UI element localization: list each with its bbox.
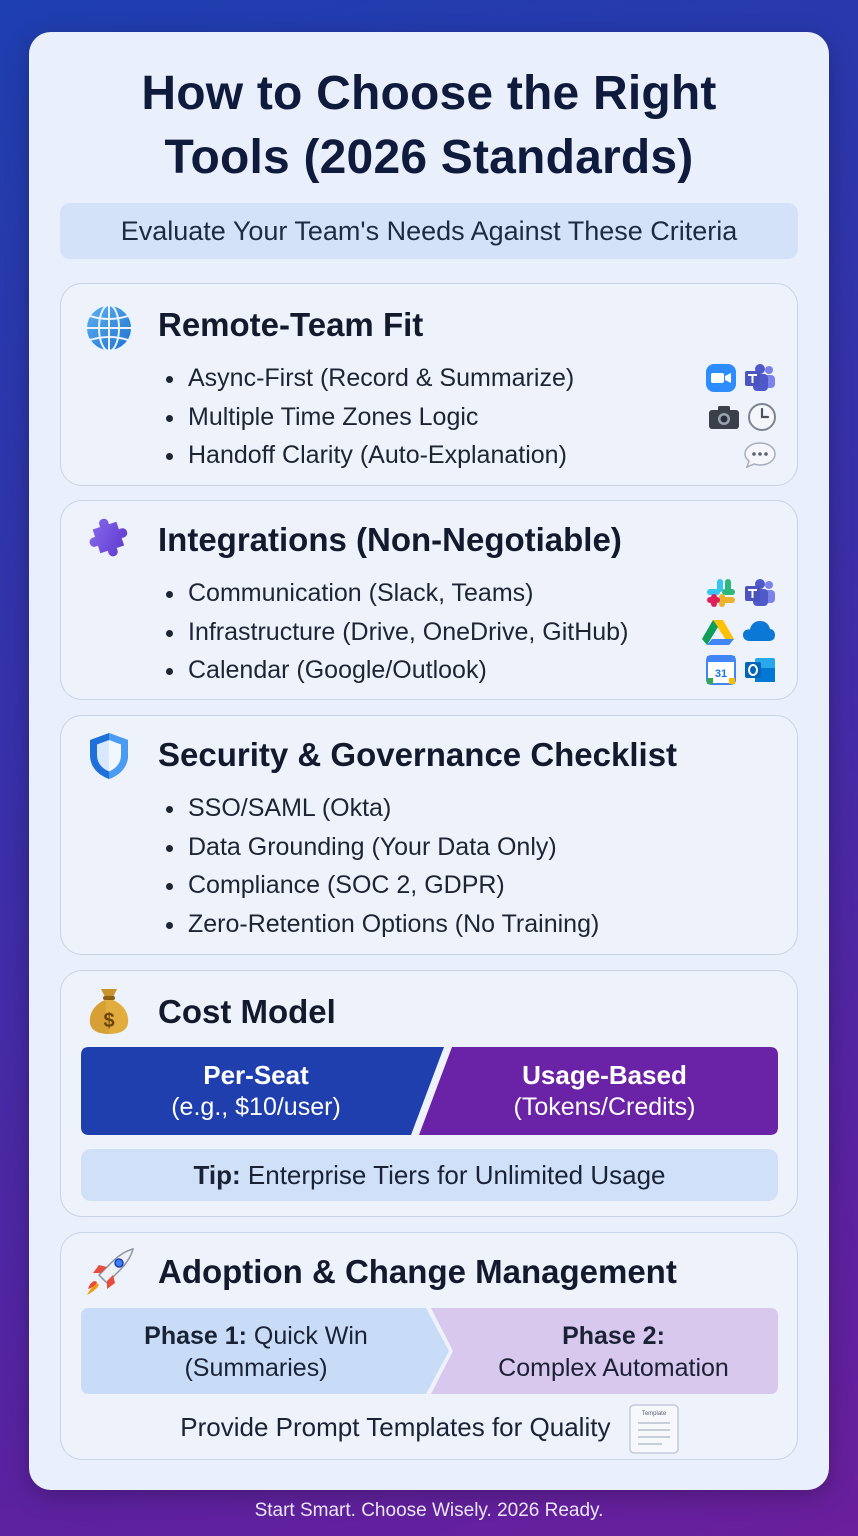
google-drive-icon: [701, 617, 735, 647]
section-cost-model: [60, 970, 798, 1217]
list-item: Infrastructure (Drive, OneDrive, GitHub): [166, 613, 628, 652]
phase2-label: Phase 2:: [562, 1322, 665, 1350]
chat-bubble-icon: [743, 440, 777, 470]
footer-tagline: Start Smart. Choose Wisely. 2026 Ready.: [254, 1500, 604, 1521]
section-title: Remote-Team Fit: [158, 306, 424, 343]
list-item: Compliance (SOC 2, GDPR): [166, 866, 599, 905]
tip-banner: [81, 1149, 778, 1201]
section-remote-team-fit: [60, 283, 798, 486]
rocket-icon: [83, 1245, 135, 1297]
phase1-subtitle: (Summaries): [184, 1354, 328, 1382]
slack-icon: [705, 577, 737, 609]
list-item: Data Grounding (Your Data Only): [166, 828, 599, 867]
adoption-phases: [81, 1308, 778, 1394]
money-bag-icon: [83, 985, 135, 1037]
phase1-label: Phase 1:: [144, 1322, 247, 1350]
clock-icon: [747, 402, 777, 432]
per-seat-option: [81, 1047, 431, 1135]
list-item: SSO/SAML (Okta): [166, 789, 599, 828]
list-item: Multiple Time Zones Logic: [166, 398, 574, 437]
cost-model-comparison: [81, 1047, 778, 1135]
bullet-list: [166, 789, 599, 943]
phase-2: [449, 1308, 778, 1394]
section-title: Integrations (Non-Negotiable): [158, 521, 622, 558]
bullet-list: [166, 574, 628, 690]
list-item: Communication (Slack, Teams): [166, 574, 628, 613]
puzzle-piece-icon: [83, 515, 135, 567]
zoom-icon: [705, 363, 737, 393]
subtitle-banner: Evaluate Your Team's Needs Against These Criteria: [60, 203, 798, 259]
page-title: How to Choose the Right Tools (2026 Standards): [141, 67, 717, 184]
tip-text: Enterprise Tiers for Unlimited Usage: [240, 1160, 666, 1190]
usage-based-option: [431, 1047, 778, 1135]
section-integrations: [60, 500, 798, 700]
templates-note: [61, 1403, 799, 1455]
app-icons: [705, 359, 777, 475]
camera-icon: [707, 403, 741, 431]
app-icons: [701, 574, 777, 690]
google-calendar-icon: [705, 654, 737, 686]
list-item: Async-First (Record & Summarize): [166, 359, 574, 398]
usage-based-title: Usage-Based: [522, 1060, 687, 1090]
shield-icon: [83, 730, 135, 782]
onedrive-icon: [741, 619, 777, 645]
list-item: Handoff Clarity (Auto-Explanation): [166, 436, 574, 475]
section-title: Adoption & Change Management: [158, 1253, 677, 1290]
template-document-icon: [628, 1403, 680, 1455]
teams-icon: [743, 363, 777, 393]
globe-icon: [83, 302, 135, 354]
usage-based-subtitle: (Tokens/Credits): [513, 1093, 696, 1121]
list-item: Zero-Retention Options (No Training): [166, 905, 599, 944]
section-security: [60, 715, 798, 955]
list-item: Calendar (Google/Outlook): [166, 651, 628, 690]
calendar-day-label: 31: [714, 668, 728, 681]
phase-1: [81, 1308, 431, 1394]
per-seat-title: Per-Seat: [203, 1060, 309, 1090]
section-adoption: [60, 1232, 798, 1460]
per-seat-subtitle: (e.g., $10/user): [171, 1093, 341, 1121]
section-title: Cost Model: [158, 993, 336, 1030]
bullet-list: [166, 359, 574, 475]
template-doc-label: Template: [641, 1411, 666, 1417]
tip-label: Tip:: [193, 1160, 241, 1190]
outlook-icon: [743, 654, 777, 686]
teams-icon: [743, 578, 777, 608]
section-title: Security & Governance Checklist: [158, 736, 678, 773]
phase2-subtitle: Complex Automation: [498, 1354, 729, 1382]
svg-text:$: $: [103, 1010, 115, 1032]
templates-text: Provide Prompt Templates for Quality: [180, 1411, 611, 1442]
phase1-text: Quick Win: [246, 1322, 368, 1350]
